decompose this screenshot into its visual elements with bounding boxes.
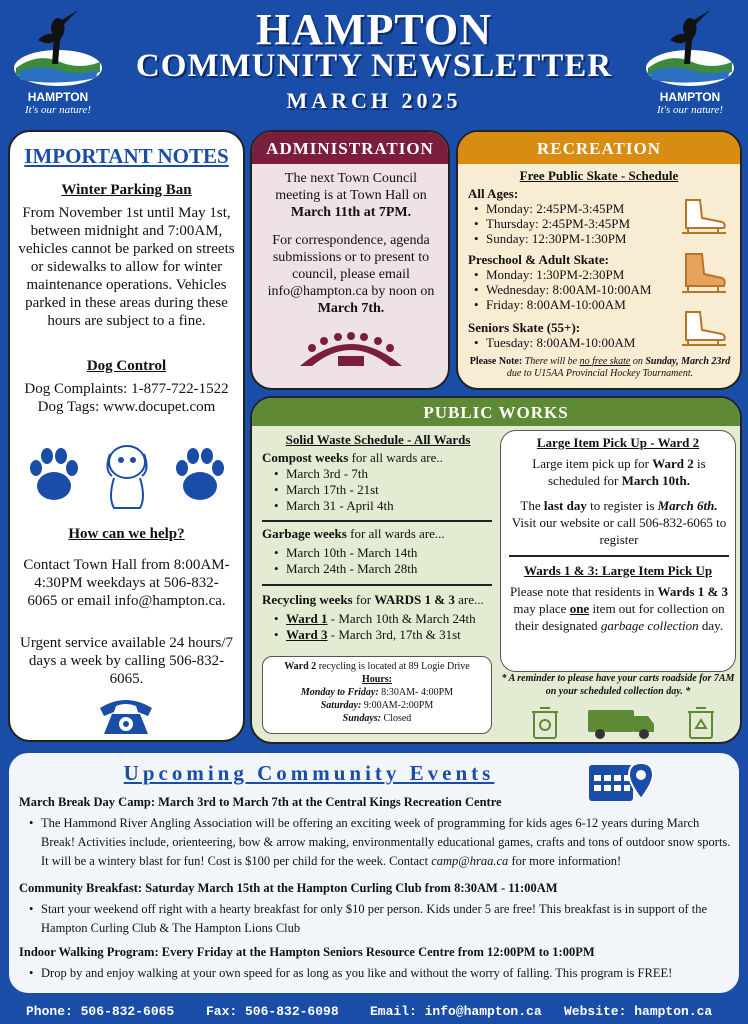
schedule-item: • Thursday: 2:45PM-3:45PM — [472, 216, 678, 231]
waste-icons — [530, 704, 720, 740]
footer-email: Email: info@hampton.ca — [370, 1004, 542, 1019]
compost-bin-icon — [532, 708, 558, 738]
paw-icon — [30, 448, 78, 500]
logo-name: HAMPTON — [659, 90, 721, 104]
dog-paw-icons — [24, 440, 230, 512]
figure-skate-icon — [678, 196, 730, 236]
recycling-ward-3: • Ward 3 - March 3rd, 17th & 31st — [272, 627, 498, 643]
garbage-truck-icon — [588, 710, 654, 739]
newsletter-subtitle: COMMUNITY NEWSLETTER — [135, 48, 613, 84]
dog-icon — [107, 446, 146, 508]
parking-text: From November 1st until May 1st, between midnight and 7:00AM, vehicles cannot be parked on streets or sidewalks to allow for winter maintenance operations. Vehicles parked in these areas during these hours are subject to a fine. — [18, 205, 235, 329]
event-text: • Drop by and enjoy walking at your own speed for as long as you like and without the worry of falling. This program is FREE! — [27, 964, 731, 983]
hockey-skate-icon — [678, 252, 730, 296]
recycling-weeks: Recycling weeks for WARDS 1 & 3 are... • Ward 1 - March 10th & March 24th • Ward 3 - March 3rd, 17th & 31st — [262, 592, 498, 643]
header — [0, 0, 748, 128]
administration-panel — [250, 130, 450, 390]
event-item — [19, 793, 731, 871]
recreation-panel — [456, 130, 742, 390]
dog-tags: Dog Tags: www.docupet.com — [37, 399, 216, 415]
schedule-item: • Friday: 8:00AM-10:00AM — [472, 297, 688, 312]
schedule-item: • Monday: 2:45PM-3:45PM — [472, 201, 678, 216]
dog-complaints: Dog Complaints: 1-877-722-1522 — [24, 381, 229, 397]
heron-logo-icon — [8, 6, 108, 90]
skate-group-seniors — [468, 320, 678, 350]
parking-heading: Winter Parking Ban — [61, 182, 192, 198]
event-text: • Start your weekend off right with a hearty breakfast for only $10 per person. Kids under 5 are free! This breakfast is in support of the Hampton Curling Club & The Hampton Lions Club — [27, 900, 731, 938]
hours-saturday: Saturday: 9:00AM-2:00PM — [320, 700, 434, 711]
large-item-box — [500, 430, 736, 672]
events-panel — [6, 750, 742, 996]
footer-website: Website: hampton.ca — [564, 1004, 713, 1019]
help-text: Contact Town Hall from 8:00AM-4:30PM weekdays at 506-832-6065 or email info@hampton.ca. — [23, 557, 230, 609]
cart-reminder: * A reminder to please have your carts roadside for 7AM on your scheduled collection day. * — [501, 673, 735, 697]
schedule-item: • Wednesday: 8:00AM-10:00AM — [472, 282, 688, 297]
compost-weeks: Compost weeks for all wards are.. • March 3rd - 7th • March 17th - 21st • March 31 - April 4th — [262, 450, 494, 514]
group-label: Seniors Skate (55+): — [468, 320, 581, 335]
recycling-bin-icon — [688, 708, 714, 738]
footer-phone: Phone: 506-832-6065 — [26, 1004, 175, 1019]
wards-1-3-heading: Wards 1 & 3: Large Item Pick Up — [523, 563, 713, 578]
urgent-text: Urgent service available 24 hours/7 days a week by calling 506-832-6065. — [20, 635, 233, 687]
hours-label: Hours: — [362, 674, 392, 685]
event-text: • The Hammond River Angling Association will be offering an exciting week of programming for kids ages 6-12 years during March Break! Activities include, orienteering, bow & arrow making, environmentally educational games, crafts and tons of outdoor snow sports. It will be a wintery blast for fun! Cost is $100 per child for the week. Contact camp@hraa.ca for more information! — [27, 814, 731, 871]
divider — [262, 520, 492, 522]
skate-note: Please Note: There will be no free skate on Sunday, March 23rd due to U15AA Provincial Hockey Tournament. — [469, 356, 731, 379]
schedule-item: • Sunday: 12:30PM-1:30PM — [472, 231, 678, 246]
ward2-recycling-box: Ward 2 recycling is located at 89 Logie Drive Hours: Monday to Friday: 8:30AM- 4:00PM Saturday: 9:00AM-2:00PM Sundays: Closed — [262, 656, 492, 734]
logo-tagline: It's our nature! — [24, 104, 92, 116]
public-works-title: PUBLIC WORKS — [252, 398, 740, 426]
hampton-logo — [640, 6, 740, 124]
hampton-logo — [8, 6, 108, 124]
garbage-date: • March 24th - March 28th — [272, 561, 494, 577]
figure-skate-icon — [678, 308, 730, 348]
divider — [509, 555, 729, 557]
waste-schedule-heading: Solid Waste Schedule - All Wards — [285, 432, 471, 447]
footer-fax: Fax: 506-832-6098 — [206, 1004, 339, 1019]
event-item — [19, 879, 731, 938]
event-heading: Indoor Walking Program: Every Friday at the Hampton Seniors Resource Centre from 12:00PM to 1:00PM — [19, 945, 595, 959]
schedule-item: • Monday: 1:30PM-2:30PM — [472, 267, 688, 282]
newsletter-date: MARCH 2025 — [286, 88, 462, 113]
divider — [262, 584, 492, 586]
compost-date: • March 17th - 21st — [272, 482, 494, 498]
logo-tagline: It's our nature! — [656, 104, 724, 116]
events-title: Upcoming Community Events — [123, 761, 495, 785]
council-chamber-icon — [298, 328, 404, 368]
wards-1-3-text: Please note that residents in Wards 1 & 3 may place one item out for collection on their designated garbage collection day. — [509, 584, 729, 633]
hours-sunday: Sundays: Closed — [342, 713, 412, 724]
event-heading: Community Breakfast: Saturday March 15th at the Hampton Curling Club from 8:30AM - 11:00AM — [19, 881, 558, 895]
event-heading: March Break Day Camp: March 3rd to March 7th at the Central Kings Recreation Centre — [19, 795, 502, 809]
compost-date: • March 3rd - 7th — [272, 466, 494, 482]
logo-name: HAMPTON — [27, 90, 89, 104]
council-meeting-text: The next Town Council meeting is at Town Hall on March 11th at 7PM. — [275, 171, 427, 220]
newsletter-title: HAMPTON — [256, 5, 492, 54]
hours-weekday: Monday to Friday: 8:30AM- 4:00PM — [300, 687, 454, 698]
recreation-title: RECREATION — [458, 132, 740, 164]
correspondence-text: For correspondence, agenda submissions or to present to council, please email info@hampton.ca by noon on March 7th. — [267, 233, 435, 316]
garbage-weeks: Garbage weeks for all wards are... • March 10th - March 14th • March 24th - March 28th — [262, 526, 494, 577]
dog-control-heading: Dog Control — [86, 358, 167, 374]
administration-title: ADMINISTRATION — [252, 132, 448, 164]
group-label: All Ages: — [468, 186, 519, 201]
schedule-item: • Tuesday: 8:00AM-10:00AM — [472, 335, 678, 350]
footer-contact-bar — [0, 998, 748, 1024]
large-item-heading: Large Item Pick Up - Ward 2 — [536, 435, 700, 450]
skate-group-preschool-adult — [468, 252, 688, 312]
group-label: Preschool & Adult Skate: — [468, 252, 609, 267]
phone-icon — [96, 694, 156, 738]
help-heading: How can we help? — [68, 526, 185, 542]
register-text: The last day to register is March 6th. Visit our website or call 506-832-6065 to register — [511, 498, 727, 547]
compost-date: • March 31 - April 4th — [272, 498, 494, 514]
heron-logo-icon — [640, 6, 740, 90]
public-works-panel — [250, 396, 742, 744]
event-item — [19, 943, 731, 983]
important-notes-title: IMPORTANT NOTES — [24, 144, 229, 168]
skate-group-all-ages — [468, 186, 678, 246]
large-item-text: Large item pick up for Ward 2 is scheduled for March 10th. — [532, 456, 706, 488]
skate-schedule-heading: Free Public Skate - Schedule — [519, 168, 679, 183]
garbage-date: • March 10th - March 14th — [272, 545, 494, 561]
paw-icon — [176, 448, 224, 500]
important-notes-panel — [8, 130, 245, 742]
recycling-ward-1: • Ward 1 - March 10th & March 24th — [272, 611, 498, 627]
